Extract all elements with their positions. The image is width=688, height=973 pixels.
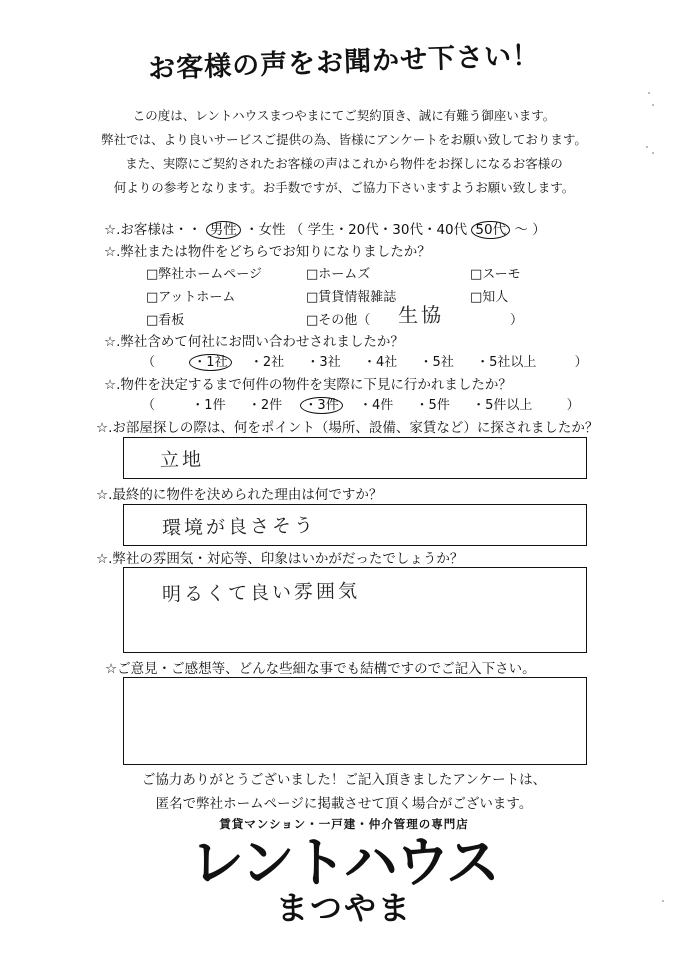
page-title: お客様の声をお聞かせ下さい！ xyxy=(147,40,541,85)
q3-close: ） xyxy=(574,355,588,370)
q3-label: ☆.弊社含めて何社にお問い合わせされましたか？ xyxy=(104,334,404,350)
scan-speck xyxy=(648,92,650,94)
q8-answer-box[interactable] xyxy=(123,677,587,765)
q2-option-homes[interactable]: □ホームズ xyxy=(306,267,371,282)
q3-option-3[interactable]: ・3社 xyxy=(306,355,341,370)
q5-answer-box[interactable] xyxy=(123,437,587,479)
q3-option-1-selected[interactable]: ・1社 xyxy=(189,354,231,371)
q4-option-4[interactable]: ・4件 xyxy=(358,398,394,413)
q1-age-close: ～ ） xyxy=(514,222,546,238)
q3-option-5[interactable]: ・5社 xyxy=(419,355,454,370)
q5-label: ☆.お部屋探しの際は、何をポイント（場所、設備、家賃など）に探されましたか？ xyxy=(96,420,599,436)
q2-other-answer: 生協 xyxy=(397,302,445,328)
footer-line-1: ご協力ありがとうございました！ご記入頂きましたアンケートは、 xyxy=(141,772,547,788)
scan-speck xyxy=(646,146,648,148)
q6-answer-box[interactable] xyxy=(123,504,587,546)
q2-option-athome[interactable]: □アットホーム xyxy=(146,290,236,305)
intro-line-2: 弊社では、より良いサービスご提供の為、皆様にアンケートをお願い致しております。 xyxy=(101,132,587,147)
q1-male-selected[interactable]: 男性 xyxy=(206,221,241,239)
q1-row xyxy=(104,218,546,238)
q1-age-open[interactable]: （ 学生・20代・30代・40代 xyxy=(289,222,468,238)
q2-option-homepage[interactable]: □弊社ホームページ xyxy=(146,267,263,282)
intro-line-1: この度は、レントハウスまつやまにてご契約頂き、誠に有難う御座います。 xyxy=(132,108,556,123)
q4-label: ☆.物件を決定するまで何件の物件を実際に下見に行かれましたか？ xyxy=(104,377,512,393)
q3-open: （ xyxy=(142,355,156,370)
q2-option-magazine[interactable]: □賃貸情報雑誌 xyxy=(306,290,397,305)
q4-option-5-plus[interactable]: ・5件以上 xyxy=(472,398,533,413)
q4-option-5[interactable]: ・5件 xyxy=(415,398,450,413)
q4-close: ） xyxy=(566,398,580,413)
q1-female[interactable]: ・女性 xyxy=(245,222,286,238)
q6-label: ☆.最終的に物件を決められた理由は何ですか？ xyxy=(96,487,383,503)
q7-answer: 明るくて良い雰囲気 xyxy=(161,580,361,606)
q4-option-3-selected[interactable]: ・3件 xyxy=(300,397,342,414)
scan-speck xyxy=(662,900,664,902)
q3-option-4[interactable]: ・4社 xyxy=(362,355,398,370)
scan-speck xyxy=(652,152,654,154)
intro-line-3: また、実際にご契約されたお客様の声はこれから物件をお探しになるお客様の xyxy=(125,156,563,171)
q1-age-50-selected[interactable]: 50代 xyxy=(471,221,510,239)
q3-option-2[interactable]: ・2社 xyxy=(249,355,285,370)
q3-row xyxy=(142,351,588,370)
q4-option-2[interactable]: ・2件 xyxy=(247,398,283,413)
q1-label: ☆.お客様は・・ xyxy=(104,222,202,238)
q7-label: ☆.弊社の雰囲気・対応等、印象はいかがだったでしょうか？ xyxy=(96,551,464,567)
footer-line-2: 匿名で弊社ホームページに掲載させて頂く場合がございます。 xyxy=(155,796,533,812)
company-logo-sub: まつやま xyxy=(275,889,412,927)
company-tagline: 賃貸マンション・一戸建・仲介管理の専門店 xyxy=(219,817,469,831)
q4-row xyxy=(142,394,580,413)
intro-line-4: 何よりの参考となります。お手数ですが、ご協力下さいますようお願い致します。 xyxy=(113,180,575,195)
q8-label: ☆ご意見・ご感想等、どんな些細な事でも結構ですのでご記入下さい。 xyxy=(105,661,536,677)
company-logo: レントハウス xyxy=(190,831,498,894)
q4-open: （ xyxy=(142,398,156,413)
q3-option-5-plus[interactable]: ・5社以上 xyxy=(476,355,537,370)
q7-answer-box[interactable] xyxy=(123,567,587,653)
q4-option-1[interactable]: ・1件 xyxy=(191,398,226,413)
q2-option-other[interactable]: □その他（ xyxy=(306,313,371,328)
q2-other-close: ） xyxy=(510,313,524,328)
q2-option-signboard[interactable]: □看板 xyxy=(146,313,185,328)
scan-speck xyxy=(652,104,654,106)
q2-label: ☆.弊社または物件をどちらでお知りになりましたか？ xyxy=(104,244,431,260)
q5-answer: 立地 xyxy=(159,448,205,472)
q6-answer: 環境が良さそう xyxy=(161,514,317,540)
q2-option-acquaintance[interactable]: □知人 xyxy=(470,290,509,305)
q2-option-suumo[interactable]: □スーモ xyxy=(470,267,521,282)
